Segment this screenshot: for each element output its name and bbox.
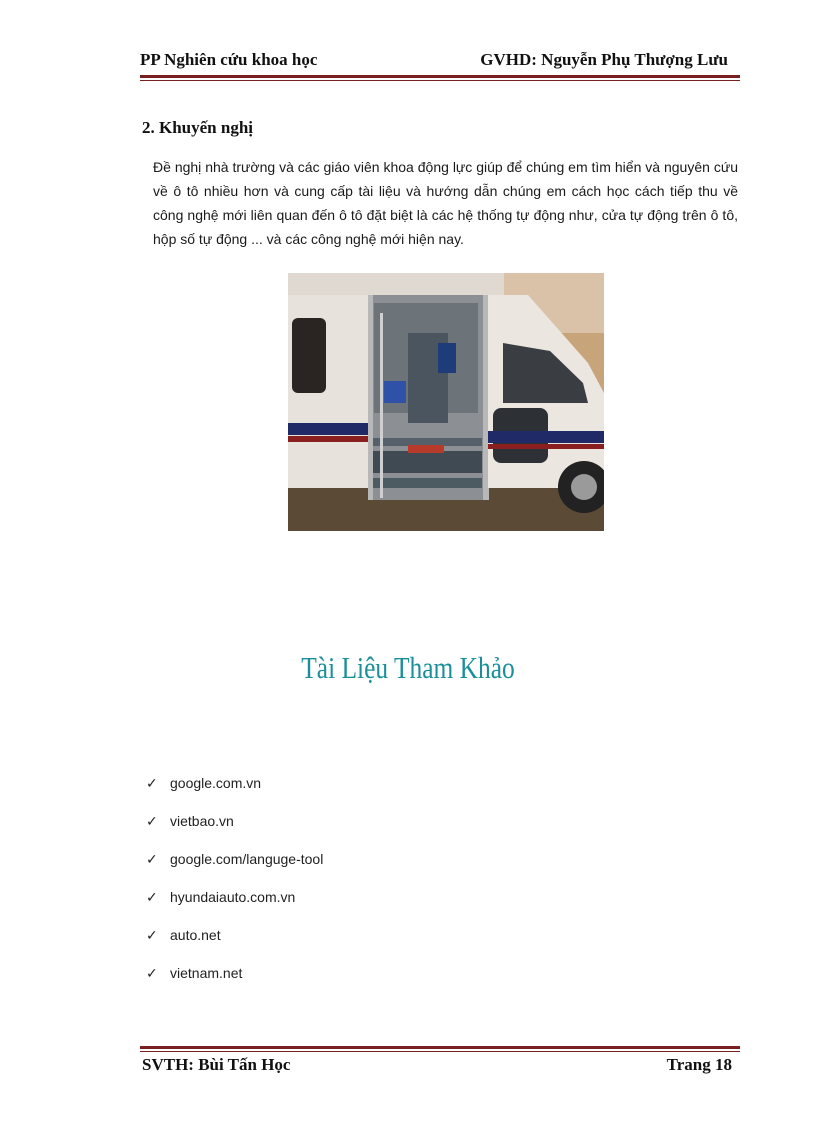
- list-item: [146, 889, 323, 927]
- section-title: 2. Khuyến nghị: [142, 118, 254, 137]
- reference-text: hyundaiauto.com.vn: [170, 889, 296, 905]
- header-course: PP Nghiên cứu khoa học: [140, 50, 318, 69]
- reference-text: google.com/languge-tool: [170, 851, 324, 867]
- list-item: [146, 927, 323, 965]
- check-icon: ✓: [146, 889, 158, 905]
- list-item: [146, 851, 323, 889]
- reference-text: auto.net: [170, 927, 221, 943]
- check-icon: ✓: [146, 851, 158, 867]
- page-number: Trang 18: [666, 1055, 732, 1074]
- footer-rule-thin: [140, 1051, 740, 1052]
- check-icon: ✓: [146, 927, 158, 943]
- references-title: Tài Liệu Tham Khảo: [301, 650, 515, 685]
- check-icon: ✓: [146, 813, 158, 829]
- list-item: [146, 965, 323, 1003]
- bus-door-photo: [288, 273, 604, 531]
- check-icon: ✓: [146, 775, 158, 791]
- header-rule-thin: [140, 80, 740, 81]
- reference-text: vietbao.vn: [170, 813, 234, 829]
- recommendation-paragraph: Đề nghị nhà trường và các giáo viên khoa động lực giúp để chúng em tìm hiển và nguyên cứu về ô tô nhiều hơn và cung cấp tài liệu và hướng dẫn chúng em cách học cách tiếp thu về công nghệ mới liên quan đến ô tô đặt biệt là các hệ thống tự động như, cửa tự động trên ô tô, hộp số tự động ... và các công nghệ mới hiện nay.: [153, 159, 738, 247]
- page-header: [140, 50, 740, 74]
- header-rule-thick: [140, 75, 740, 78]
- list-item: [146, 813, 323, 851]
- list-item: [146, 775, 323, 813]
- reference-text: google.com.vn: [170, 775, 262, 791]
- check-icon: ✓: [146, 965, 158, 981]
- reference-text: vietnam.net: [170, 965, 243, 981]
- references-list: [146, 775, 323, 1003]
- header-advisor: GVHD: Nguyễn Phụ Thượng Lưu: [480, 50, 728, 69]
- footer-student: SVTH: Bùi Tấn Học: [142, 1055, 291, 1074]
- footer-rule-thick: [140, 1046, 740, 1049]
